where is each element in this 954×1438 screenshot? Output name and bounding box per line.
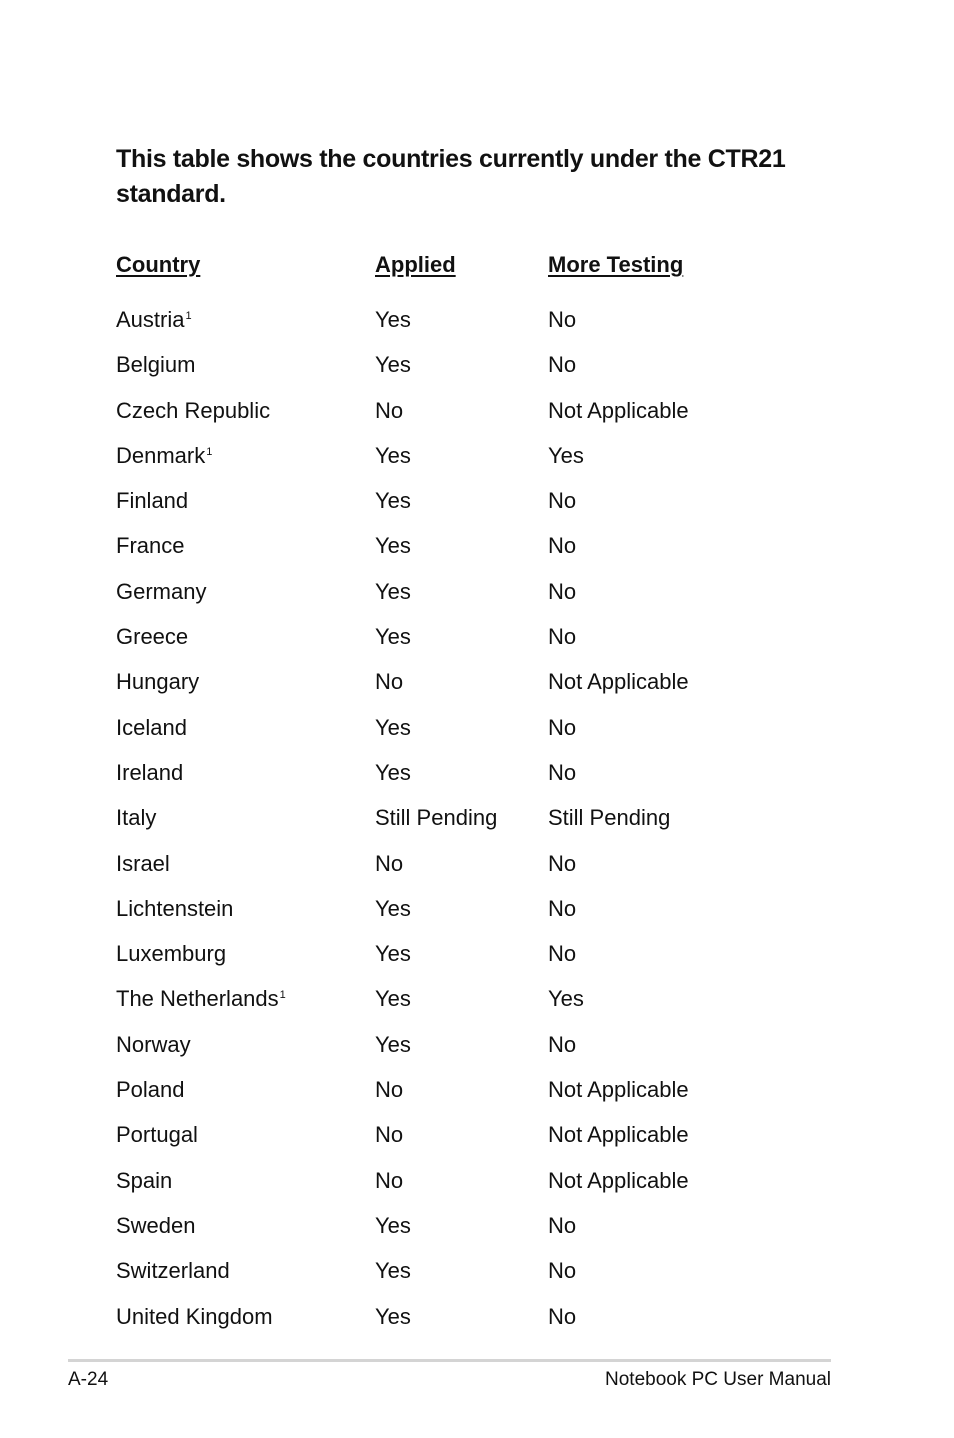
country-name: United Kingdom (116, 1303, 273, 1329)
applied-cell: Yes (375, 1031, 411, 1057)
country-cell (116, 529, 184, 563)
table-row (116, 982, 836, 1027)
table-row (116, 1028, 836, 1073)
footnote-marker: 1 (185, 310, 192, 322)
header-country: Country (116, 252, 201, 277)
more-testing-cell: No (548, 759, 577, 785)
applied-cell: No (375, 1077, 404, 1103)
more-testing-cell: No (548, 714, 577, 740)
ctr21-country-table (116, 248, 836, 1345)
table-row (116, 665, 836, 710)
applied-cell: No (375, 1167, 404, 1193)
country-name: Luxemburg (116, 941, 227, 967)
country-cell (116, 348, 195, 382)
country-cell (116, 1118, 198, 1152)
table-row (116, 348, 836, 393)
country-name: Poland (116, 1077, 185, 1103)
applied-cell: Yes (375, 1212, 411, 1238)
more-testing-cell: Not Applicable (548, 1167, 689, 1193)
applied-cell: Yes (375, 307, 411, 332)
table-row (116, 1073, 836, 1118)
applied-cell: Yes (375, 488, 411, 514)
applied-cell: No (375, 397, 404, 423)
country-name: Spain (116, 1167, 173, 1193)
country-name: Austria (116, 307, 185, 332)
applied-cell: Yes (375, 941, 411, 967)
country-name: The Netherlands (116, 986, 279, 1012)
country-cell (116, 394, 270, 428)
more-testing-cell: No (548, 578, 577, 604)
more-testing-cell: Not Applicable (548, 397, 689, 423)
country-cell (116, 982, 286, 1016)
country-name: Portugal (116, 1122, 198, 1148)
more-testing-cell: Not Applicable (548, 669, 689, 695)
table-row (116, 529, 836, 574)
country-name: Switzerland (116, 1258, 230, 1284)
table-row (116, 892, 836, 937)
country-name: Denmark (116, 442, 206, 468)
applied-cell: No (375, 669, 404, 695)
applied-cell: Yes (375, 1258, 411, 1284)
more-testing-cell: No (548, 895, 577, 921)
country-name: Hungary (116, 669, 200, 695)
country-cell (116, 937, 226, 971)
footnote-marker: 1 (279, 989, 286, 1002)
more-testing-cell: No (548, 1258, 577, 1284)
table-row (116, 620, 836, 665)
applied-cell: Yes (375, 352, 411, 378)
country-name: Ireland (116, 759, 184, 785)
more-testing-cell: No (548, 1031, 577, 1057)
table-header-row (116, 248, 836, 284)
country-cell (116, 847, 170, 881)
applied-cell: No (375, 850, 404, 876)
country-name: Iceland (116, 714, 187, 740)
country-cell (116, 620, 188, 654)
applied-cell: Yes (375, 624, 411, 650)
applied-cell: Yes (375, 986, 411, 1012)
applied-cell: Yes (375, 759, 411, 785)
more-testing-cell: No (548, 624, 577, 650)
country-name: Norway (116, 1031, 191, 1057)
country-name: Finland (116, 488, 189, 514)
more-testing-cell: No (548, 941, 577, 967)
country-cell (116, 575, 206, 609)
country-cell (116, 1164, 172, 1198)
applied-cell: Yes (375, 1303, 411, 1329)
table-row (116, 394, 836, 439)
table-row (116, 484, 836, 529)
table-row (116, 1300, 836, 1345)
table-row (116, 711, 836, 756)
more-testing-cell: No (548, 850, 577, 876)
country-name: Lichtenstein (116, 895, 234, 921)
more-testing-cell: Not Applicable (548, 1077, 689, 1103)
country-cell (116, 801, 156, 835)
table-row (116, 575, 836, 620)
page-heading: This table shows the countries currently under the CTR21 standard. (116, 145, 786, 208)
country-name: Greece (116, 624, 189, 650)
country-name: Sweden (116, 1212, 196, 1238)
more-testing-cell: No (548, 307, 577, 332)
applied-cell: Still Pending (375, 805, 498, 831)
country-cell (116, 892, 233, 926)
more-testing-cell: No (548, 352, 577, 378)
country-name: Belgium (116, 352, 196, 378)
more-testing-cell: No (548, 533, 577, 559)
country-cell (116, 665, 199, 699)
country-cell (116, 484, 188, 518)
footer-divider (68, 1359, 831, 1362)
more-testing-cell: Still Pending (548, 805, 671, 831)
applied-cell: Yes (375, 442, 411, 468)
country-cell (116, 303, 192, 337)
applied-cell: No (375, 1122, 404, 1148)
page-number: A-24 (68, 1369, 109, 1390)
table-row (116, 1164, 836, 1209)
country-cell (116, 1028, 191, 1062)
table-body (116, 303, 836, 1345)
country-cell (116, 1254, 230, 1288)
country-name: Israel (116, 850, 170, 876)
more-testing-cell: No (548, 488, 577, 514)
country-cell (116, 1209, 196, 1243)
more-testing-cell: Not Applicable (548, 1122, 689, 1148)
more-testing-cell: No (548, 1303, 577, 1329)
more-testing-cell: Yes (548, 986, 584, 1012)
applied-cell: Yes (375, 895, 411, 921)
more-testing-cell: Yes (548, 442, 584, 468)
more-testing-cell: No (548, 1212, 577, 1238)
country-cell (116, 711, 187, 745)
header-applied: Applied (375, 252, 456, 277)
country-cell (116, 756, 183, 790)
table-row (116, 801, 836, 846)
table-row (116, 756, 836, 801)
country-name: Czech Republic (116, 397, 271, 423)
header-more-testing: More Testing (548, 252, 684, 277)
applied-cell: Yes (375, 533, 411, 559)
table-row (116, 847, 836, 892)
country-cell (116, 439, 212, 473)
country-name: Italy (116, 805, 157, 831)
manual-title: Notebook PC User Manual (605, 1369, 831, 1390)
applied-cell: Yes (375, 714, 411, 740)
applied-cell: Yes (375, 578, 411, 604)
country-cell (116, 1300, 273, 1334)
table-row (116, 1209, 836, 1254)
country-name: Germany (116, 578, 207, 604)
table-row (116, 439, 836, 484)
table-row (116, 303, 836, 348)
footnote-marker: 1 (206, 445, 213, 458)
table-row (116, 1254, 836, 1299)
table-row (116, 1118, 836, 1163)
country-cell (116, 1073, 185, 1107)
table-row (116, 937, 836, 982)
country-name: France (116, 533, 185, 559)
